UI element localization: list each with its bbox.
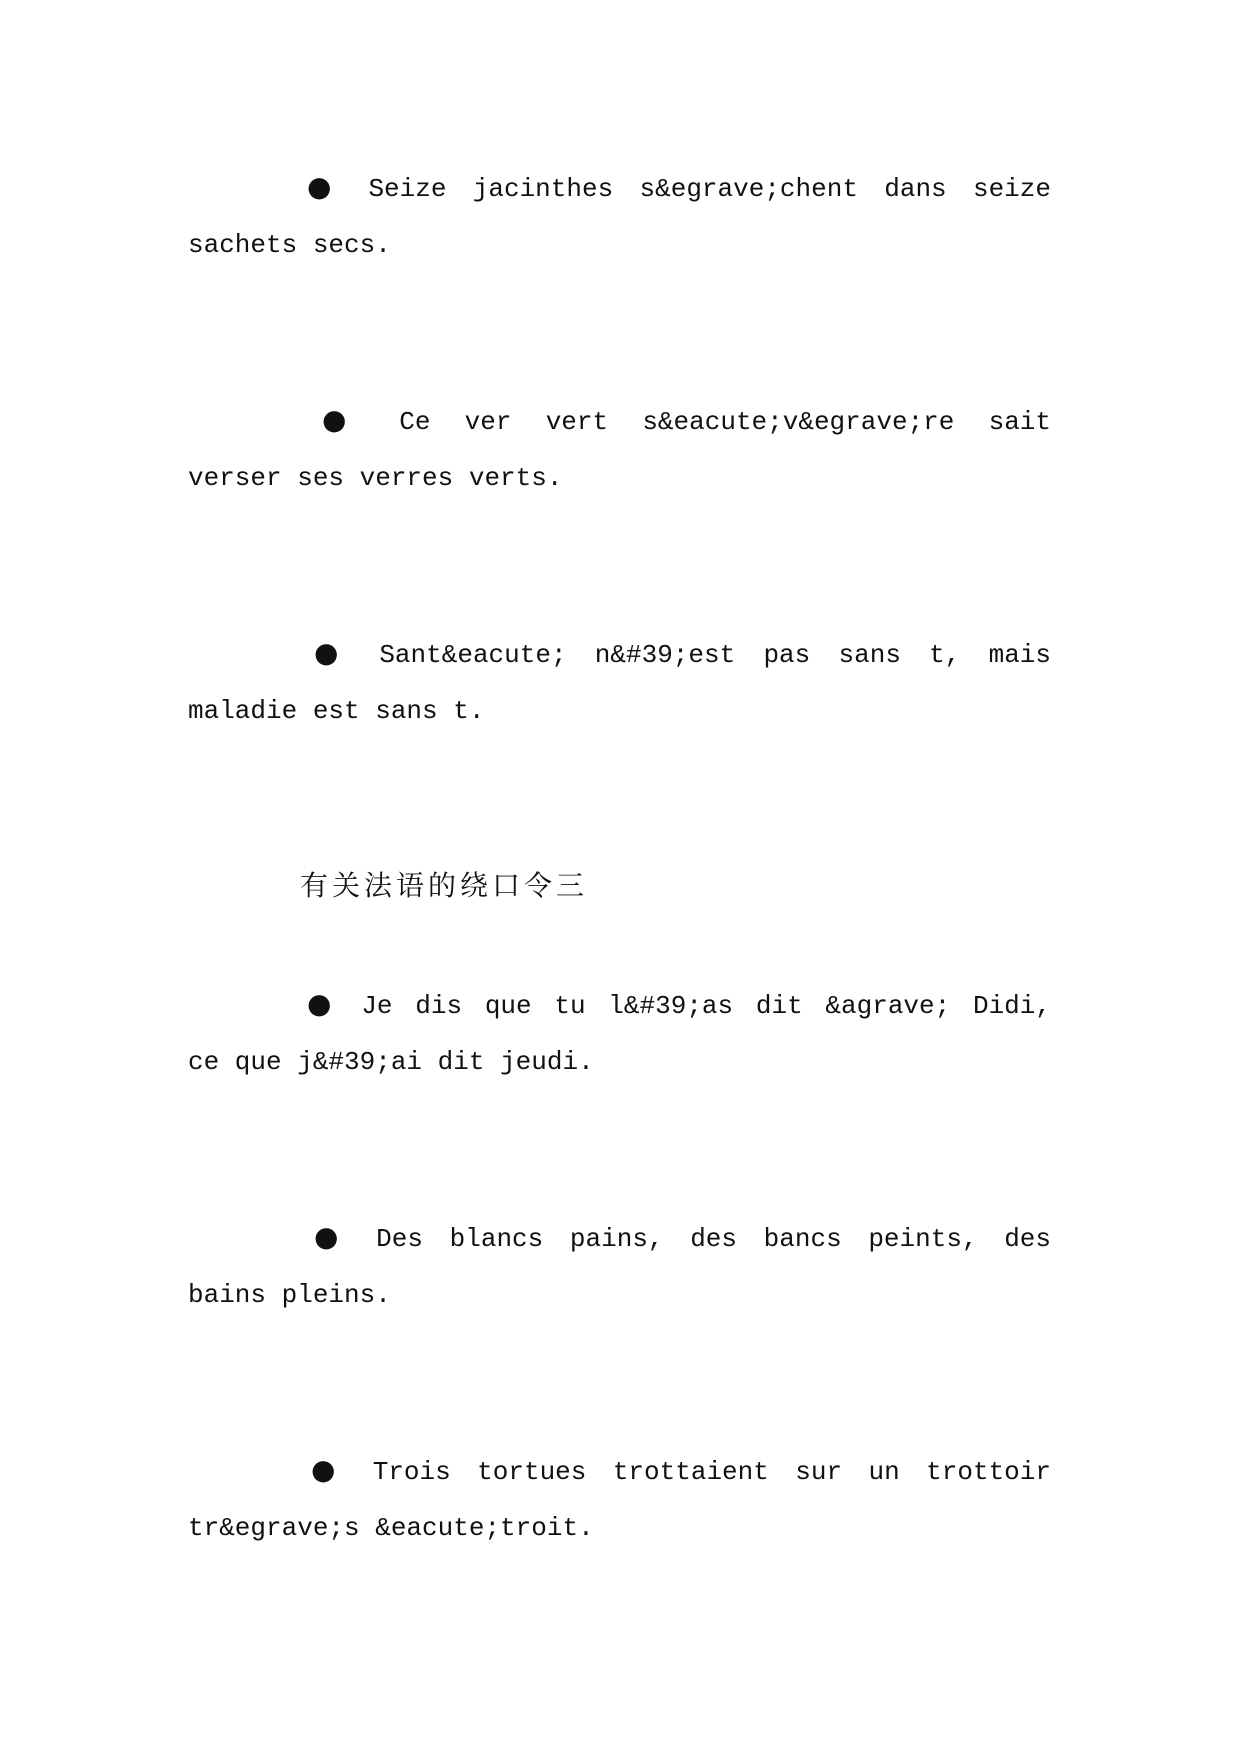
bullet: ● [311,1453,347,1486]
bullet: ● [307,987,339,1020]
tongue-twister-item [188,1441,1051,1557]
item-first-line [188,391,1051,449]
item-text-line-2: verser ses verres verts. [188,463,563,493]
item-first-line [188,1441,1051,1499]
item-text-line-2: sachets secs. [188,230,391,260]
item-text-line-2: bains pleins. [188,1280,391,1310]
tongue-twister-item [188,391,1051,507]
bullet: ● [307,170,343,203]
item-first-line [188,624,1051,682]
item-text-line-1: Trois tortues trottaient sur un trottoir [372,1457,1051,1487]
item-first-line [188,975,1051,1033]
tongue-twister-item [188,975,1051,1091]
document-body [188,158,1051,1674]
tongue-twister-item [188,158,1051,274]
tongue-twister-item [188,624,1051,740]
item-text-line-1: Ce ver vert s&eacute;v&egrave;re sait [399,407,1051,437]
bullet: ● [314,636,352,669]
item-first-line [188,1208,1051,1266]
section-heading: 有关法语的绕口令三 [300,869,589,902]
item-text-line-2: ce que j&#39;ai dit jeudi. [188,1047,594,1077]
bullet: ● [314,1220,350,1253]
item-text-line-1: Seize jacinthes s&egrave;chent dans seize [368,174,1051,204]
item-text-line-2: tr&egrave;s &eacute;troit. [188,1513,594,1543]
bullet: ● [322,403,366,436]
item-text-line-2: maladie est sans t. [188,696,485,726]
item-text-line-1: Des blancs pains, des bancs peints, des [376,1224,1051,1254]
tongue-twister-item [188,1208,1051,1324]
item-text-line-1: Je dis que tu l&#39;as dit &agrave; Didi, [361,991,1051,1021]
item-text-line-1: Sant&eacute; n&#39;est pas sans t, mais [379,640,1051,670]
item-first-line [188,158,1051,216]
